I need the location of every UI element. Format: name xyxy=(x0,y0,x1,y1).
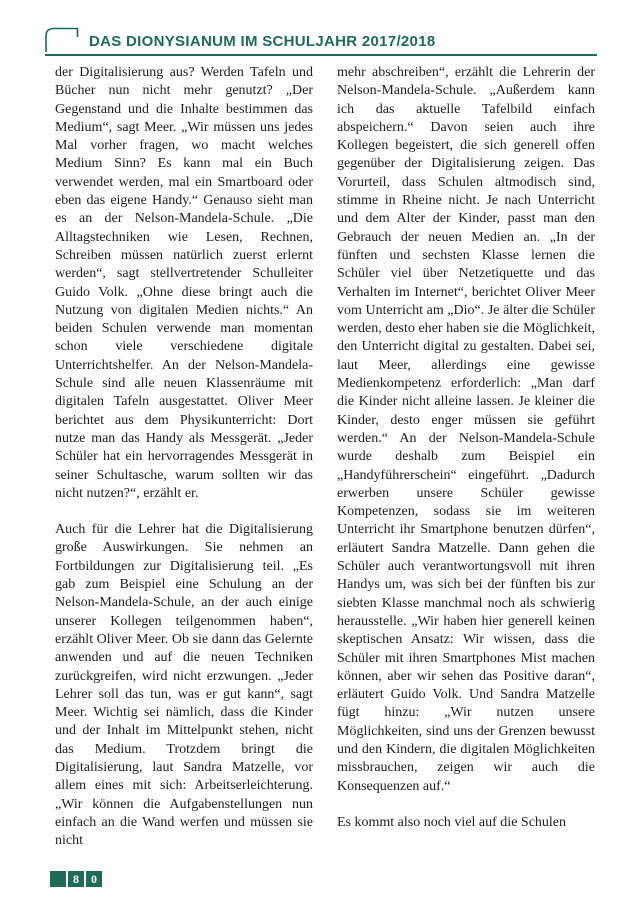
page-header xyxy=(45,27,597,56)
paragraph: der Digitalisierung aus? Werden Tafeln und Bücher nun nicht mehr genutzt? „Der Gegenstand und die Inhalte bestimmen das Medium“, sagt Meer. „Wir müssen uns jedes Mal vorher fragen, wo macht welches Medium Sinn? Es kann mal ein Buch verwendet werden, mal ein Smartboard oder eben das eigene Handy.“ Genauso sieht man es an der Nelson-Mandela-Schule. „Die Alltagstechniken wie Lesen, Rechnen, Schreiben müssen natürlich zuerst erlernt werden“, sagt stellvertretender Schulleiter Guido Volk. „Ohne diese bringt auch die Nutzung von digitalen Medien nichts.“ An beiden Schulen verwende man momentan schon viele verschiedene digitale Unterrichtshelfer. An der Nelson-Mandela-Schule sind alle neuen Klassenräume mit digitalen Tafeln ausgestattet. Oliver Meer berichtet aus dem Physikunterricht: Dort nutze man das Handy als Messgerät. „Jeder Schüler hat ein hervorragendes Messgerät in seiner Schultasche, warum sollten wir das nicht nutzen?“, erzählt er. xyxy=(55,65,313,501)
paragraph: Auch für die Lehrer hat die Digitalisierung große Auswirkungen. Sie nehmen an Fortbildungen zur Digitalisierung teil. „Es gab zum Beispiel eine Schulung an der Nelson-Mandela-Schule, an der auch einige unserer Kollegen teilgenommen haben“, erzählt Oliver Meer. Ob sie dann das Gelernte anwenden und auf die neuen Techniken zurückgreifen, wird nicht erzwungen. „Jeder Lehrer soll das tun, was er gut kann“, sagt Meer. Wichtig sei nämlich, dass die Kinder und der Inhalt im Mittelpunkt stehen, nicht das Medium. Trotzdem bringt die Digitalisierung, laut Sandra Matzelle, vor allem eines mit sich: Arbeitserleichterung. „Wir können die Aufgabenstellungen nun einfach an die Wand werfen und müssen sie nicht xyxy=(55,522,313,849)
page-number-digit: 0 xyxy=(86,871,102,887)
footer-marker-box xyxy=(50,871,66,887)
page-footer xyxy=(50,871,102,887)
header-top-row xyxy=(45,27,597,51)
header-rule xyxy=(45,54,597,56)
paragraph: mehr abschreiben“, erzählt die Lehrerin der Nelson-Mandela-Schule. „Außerdem kann ich das aktuelle Tafelbild einfach abspeichern.“ Davon seien auch ihre Kollegen begeistert, die sich generell offen gegenüber der Digitalisierung zeigen. Das Vorurteil, dass Schulen altmodisch sind, stimme in Rheine nicht. Je nach Unterricht und dem Alter der Kinder, passt man den Gebrauch der neuen Medien an. „In der fünften und sechsten Klasse lernen die Schüler viel über Netzetiquette und das Verhalten im Internet“, berichtet Oliver Meer vom Unterricht am „Dio“. Je älter die Schüler werden, desto eher haben sie die Möglichkeit, den Unterricht digital zu gestalten. Dabei sei, laut Meer, allerdings eine gewisse Medienkompetenz erforderlich: „Man darf die Kinder nicht alleine lassen. Je kleiner die Kinder, desto enger müssen sie geführt werden.“ An der Nelson-Mandela-Schule wurde deshalb zum Beispiel ein „Handyführerschein“ eingeführt. „Dadurch erwerben unsere Schüler gewisse Kompetenzen, sodass sie im weiteren Unterricht ihr Smartphone benutzen dürfen“, erläutert Sandra Matzelle. Dann gehen die Schüler auch verantwortungsvoll mit ihren Handys um, was sich bei der fünften bis zur siebten Klasse manchmal noch als schwierig herausstelle. „Wir haben hier generell keinen skeptischen Ansatz: Wir wissen, dass die Schüler mit ihren Smartphones Mist machen können, aber wir sehen das Positive daran“, erläutert Guido Volk. Und Sandra Matzelle fügt hinzu: „Wir nutzen unsere Möglichkeiten, sind uns der Grenzen bewusst und den Kindern, die digitalen Möglichkeiten missbrauchen, zeigen wir auch die Konsequenzen auf.“ xyxy=(337,65,595,794)
page-number-digit: 8 xyxy=(68,871,84,887)
corner-bracket-icon xyxy=(45,27,79,52)
column-left xyxy=(55,64,313,876)
paragraph: Es kommt also noch viel auf die Schulen xyxy=(337,814,567,830)
column-right xyxy=(337,64,595,876)
article-body xyxy=(55,64,595,876)
page-title: DAS DIONYSIANUM IM SCHULJAHR 2017/2018 xyxy=(89,33,436,50)
